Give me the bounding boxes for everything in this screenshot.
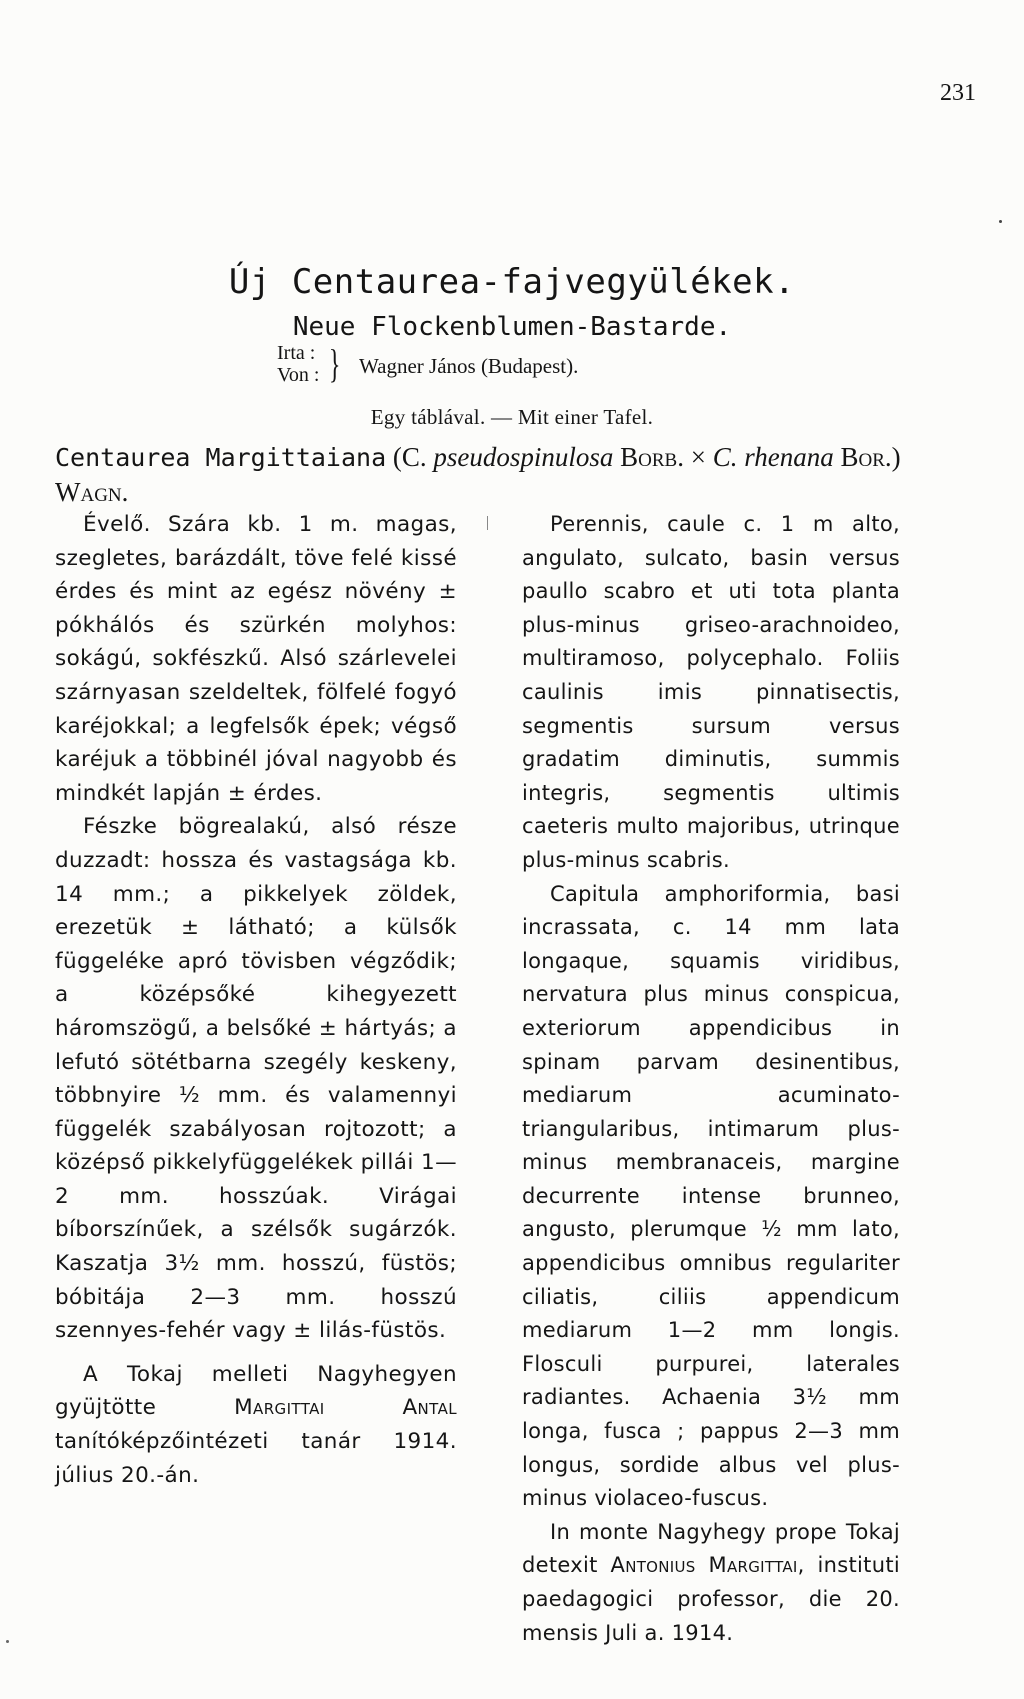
hu-paragraph-capitula: Fészke bögrealakú, alsó része duzzadt: hossza és vastagsága kb. 14 mm.; a pikkelyek zöldek, erezetük ± látható; a külsők függeléke apró tövisben végződik; a középsőké kihegyezett háromszögű, a belsőké ± hártyás; a lefutó sötétbarna szegély keskeny, többnyire ½ mm. és valamennyi függelék szabályosan rojtozott; a középső pikkelyfüggelékek pillái 1—2 mm. hosszúak. Virágai bíborszínűek, a szélsők sugárzók. Kaszatja 3½ mm. hosszú, füstös; bóbitája 2—3 mm. hosszú szennyes-fehér vagy ± lilás-füstös. bbox=[55, 814, 457, 1344]
hungarian-column bbox=[55, 508, 457, 1492]
speck-mark bbox=[999, 220, 1002, 223]
parent-author-2: Bor. bbox=[840, 442, 892, 472]
species-author: Wagn. bbox=[55, 477, 129, 507]
la-collector-name: Antonius Margittai bbox=[610, 1553, 798, 1578]
hu-collector-name: Margittai Antal bbox=[234, 1395, 457, 1421]
hu-locality-pre: A Tokaj melleti Nagyhegyen gyüjtötte bbox=[55, 1361, 457, 1421]
la-locality-post: , instituti paedagogici professor, die 20. mensis Juli a. 1914. bbox=[522, 1553, 900, 1645]
brace-symbol: } bbox=[328, 341, 341, 386]
author-line bbox=[277, 342, 737, 392]
column-mark bbox=[487, 516, 488, 530]
page-number: 231 bbox=[940, 80, 976, 106]
species-heading bbox=[55, 440, 973, 509]
hu-paragraph-locality bbox=[55, 1358, 457, 1492]
parent-species-1: pseudospinulosa bbox=[433, 442, 614, 472]
parent-species-2: rhenana bbox=[744, 442, 834, 472]
cross-symbol: × bbox=[683, 442, 713, 472]
author-label-hu: Irta : bbox=[277, 342, 316, 364]
article-title: Új Centaurea-fajvegyülékek. bbox=[228, 262, 796, 302]
la-paragraph-description: Perennis, caule c. 1 m alto, angulato, sulcato, basin versus paullo scabro et uti tota planta plus-minus griseo-arachnoideo, multiramoso, polycephalo. Foliis caulinis imis pinnatisectis, segmentis sursum versus gradatim diminutis, summis integris, segmentis ultimis caeteris multo majoribus, utrinque plus-minus scabris. bbox=[522, 512, 900, 872]
parent-genus-2: C. bbox=[712, 442, 738, 472]
parent-author-1: Borb. bbox=[620, 442, 684, 472]
author-name: Wagner János (Budapest). bbox=[359, 354, 579, 378]
author-labels bbox=[277, 342, 319, 386]
plate-note: Egy táblával. — Mit einer Tafel. bbox=[370, 405, 654, 429]
hu-locality-post: tanítóképzőintézeti tanár 1914. július 20.-án. bbox=[55, 1429, 457, 1488]
author-label-de: Von : bbox=[277, 364, 320, 386]
latin-column bbox=[522, 508, 900, 1650]
la-locality-pre: In monte Nagyhegy prope Tokaj detexit bbox=[522, 1519, 900, 1578]
la-paragraph-locality bbox=[522, 1516, 900, 1650]
la-paragraph-capitula: Capitula amphoriformia, basi incrassata, c. 14 mm lata longaque, squamis viridibus, nervatura plus minus conspicua, exteriorum appendicibus in spinam parvam desinentibus, mediarum acuminato-triangularibus, intimarum plus-minus membranaceis, margine decurrente intense brunneo, angusto, plerumque ½ mm lato, appendicibus omnibus regulariter ciliatis, ciliis appendicum mediarum 1—2 mm longis. Flosculi purpurei, laterales radiantes. Achaenia 3½ mm longa, fusca ; pappus 2—3 mm longus, sordide albus vel plus-minus violaceo-fuscus. bbox=[522, 881, 900, 1511]
hu-paragraph-description: Évelő. Szára kb. 1 m. magas, szegletes, barázdált, töve felé kissé érdes és mint az egész növény ± pókhálós és szürkén molyhos: sokágú, sokfészkű. Alsó szárlevelei szárnyasan szeldeltek, fölfelé fogyó karéjokkal; a legfelsők épek; végső karéjuk a többinél jóval nagyobb és mindkét lapján ± érdes. bbox=[55, 512, 457, 806]
article-header bbox=[0, 262, 1024, 342]
speck-mark bbox=[6, 1640, 9, 1643]
article-subtitle: Neue Flockenblumen-Bastarde. bbox=[292, 312, 732, 342]
species-paren-close: ) bbox=[891, 442, 901, 472]
species-name: Centaurea Margittaiana bbox=[55, 443, 387, 472]
species-paren-open: (C. bbox=[392, 442, 434, 472]
